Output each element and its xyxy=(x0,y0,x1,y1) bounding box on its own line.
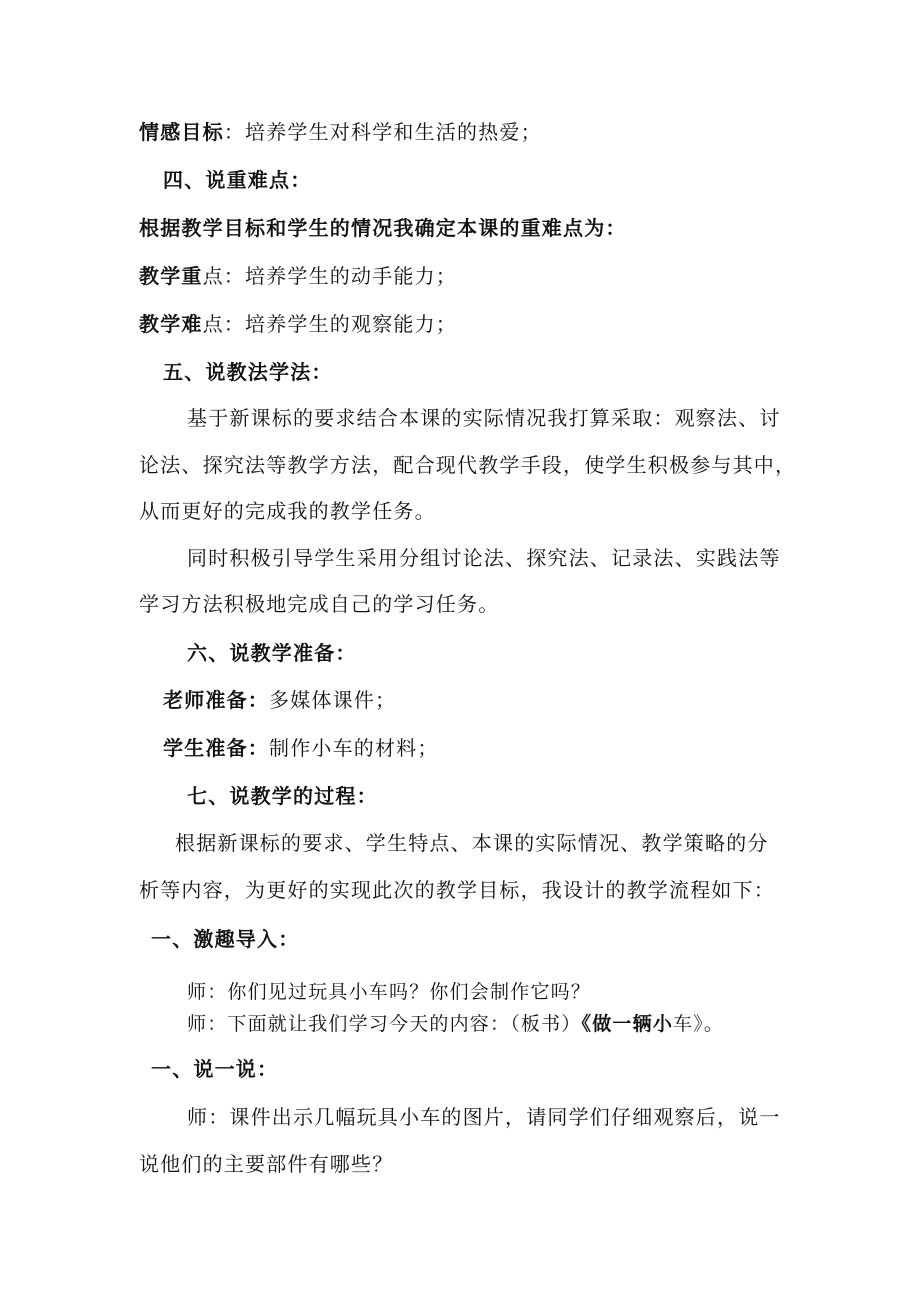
process-paragraph-line-1: 根据新课标的要求、学生特点、本课的实际情况、教学策略的分 xyxy=(175,831,769,855)
section-5-heading: 五、说教法学法： xyxy=(163,360,333,384)
step-1-heading: 一、激趣导入： xyxy=(151,927,300,951)
key-point-label: 教学重 xyxy=(139,264,203,288)
dialog-line-1: 师：你们见过玩具小车吗？你们会制作它吗？ xyxy=(187,981,592,1003)
talk-paragraph-line-1: 师：课件出示几幅玩具小车的图片，请同学们仔细观察后，说一 xyxy=(187,1105,781,1129)
key-point-text: 点：培养学生的动手能力； xyxy=(202,264,458,288)
teacher-prep-label: 老师准备： xyxy=(163,688,269,712)
method-paragraph-1-line-3: 从而更好的完成我的教学任务。 xyxy=(139,499,436,523)
lesson-title: 《做一辆小 xyxy=(581,1013,674,1035)
difficult-point-line xyxy=(139,310,457,338)
method-paragraph-2-line-2: 学习方法积极地完成自己的学习任务。 xyxy=(139,592,500,616)
section-7-heading: 七、说教学的过程： xyxy=(187,784,378,808)
emotion-goal-text: ：培养学生对科学和生活的热爱； xyxy=(223,120,542,144)
method-paragraph-2-line-1: 同时积极引导学生采用分组讨论法、探究法、记录法、实践法等 xyxy=(187,546,781,570)
key-point-line xyxy=(139,262,457,290)
key-points-intro: 根据教学目标和学生的情况我确定本课的重难点为： xyxy=(139,216,627,240)
student-prep-label: 学生准备： xyxy=(163,736,269,760)
lesson-title-end: 车》。 xyxy=(673,1013,725,1035)
dialog-line-2 xyxy=(187,1010,724,1038)
dialog-line-2-text: 师：下面就让我们学习今天的内容：（板书） xyxy=(187,1013,582,1035)
student-prep-text: 制作小车的材料； xyxy=(269,736,439,760)
teacher-prep-line xyxy=(163,686,396,714)
method-paragraph-1-line-1: 基于新课标的要求结合本课的实际情况我打算采取：观察法、讨 xyxy=(187,406,781,430)
method-paragraph-1-line-2: 论法、探究法等教学方法，配合现代教学手段，使学生积极参与其中， xyxy=(139,453,797,477)
section-4-heading: 四、说重难点： xyxy=(163,168,312,192)
section-6-heading: 六、说教学准备： xyxy=(187,641,357,665)
emotion-goal-label: 情感目标 xyxy=(139,120,224,144)
teacher-prep-text: 多媒体课件； xyxy=(269,688,397,712)
process-paragraph-line-2: 析等内容，为更好的实现此次的教学目标，我设计的教学流程如下： xyxy=(139,878,775,902)
step-2-heading: 一、说一说： xyxy=(151,1057,279,1081)
student-prep-line xyxy=(163,734,439,762)
talk-paragraph-line-2: 说他们的主要部件有哪些？ xyxy=(139,1152,394,1176)
difficult-point-label: 教学难 xyxy=(139,312,203,336)
difficult-point-text: 点：培养学生的观察能力； xyxy=(202,312,458,336)
emotion-goal-line xyxy=(139,118,542,146)
